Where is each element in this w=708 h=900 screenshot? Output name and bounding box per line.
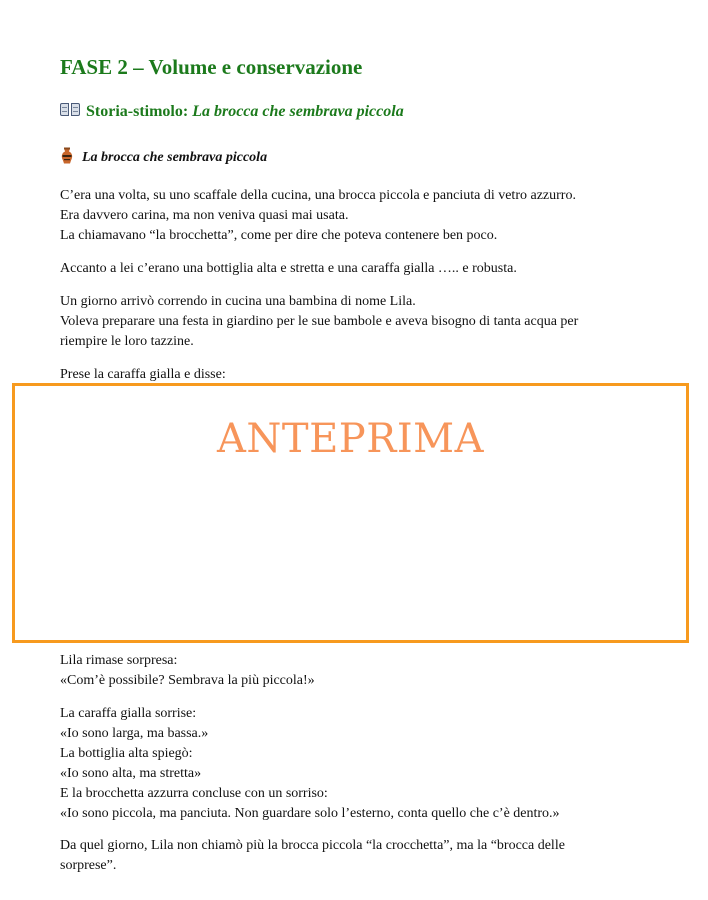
text-line: Lila rimase sorpresa: [60,653,178,668]
text-line: Prese la caraffa gialla e disse: [60,367,226,382]
preview-overlay [12,383,689,643]
paragraph [60,651,660,691]
subheading-title: La brocca che sembrava piccola [192,103,404,120]
story-title-text: La brocca che sembrava piccola [82,150,268,165]
paragraph [60,704,660,824]
text-line: La caraffa gialla sorrise: [60,706,197,721]
paragraph [60,186,660,246]
open-book-icon [60,103,80,117]
text-line: «Com’è possibile? Sembrava la più piccola!» [60,673,315,688]
story-title [60,147,267,166]
text-line: Da quel giorno, Lila non chiamò più la brocca piccola “la crocchetta”, ma la “brocca delle [60,838,565,853]
text-line: «Io sono piccola, ma panciuta. Non guardare solo l’esterno, conta quello che c’è dentro.» [60,806,560,821]
text-line: riempire le loro tazzine. [60,334,194,349]
text-line: La bottiglia alta spiegò: [60,746,193,761]
text-line: Accanto a lei c’erano una bottiglia alta e stretta e una caraffa gialla ….. e robusta. [60,261,517,276]
text-line: Un giorno arrivò correndo in cucina una bambina di nome Lila. [60,294,416,309]
paragraph [60,259,660,279]
subheading-prefix: Storia-stimolo: [86,103,193,120]
text-line: «Io sono larga, ma bassa.» [60,726,209,741]
text-line: «Io sono alta, ma stretta» [60,766,202,781]
paragraph [60,365,660,385]
story-subheading [60,103,404,121]
paragraph [60,836,660,876]
text-line: La chiamavano “la brocchetta”, come per dire che poteva contenere ben poco. [60,228,498,243]
text-line: sorprese”. [60,858,117,873]
amphora-icon [60,147,74,164]
section-heading: FASE 2 – Volume e conservazione [60,55,363,79]
paragraph [60,292,660,352]
text-line: E la brocchetta azzurra concluse con un sorriso: [60,786,328,801]
text-line: C’era una volta, su uno scaffale della cucina, una brocca piccola e panciuta di vetro azzurro. [60,188,576,203]
preview-watermark: ANTEPRIMA [217,416,484,462]
text-line: Voleva preparare una festa in giardino per le sue bambole e aveva bisogno di tanta acqua per [60,314,579,329]
text-line: Era davvero carina, ma non veniva quasi mai usata. [60,208,349,223]
